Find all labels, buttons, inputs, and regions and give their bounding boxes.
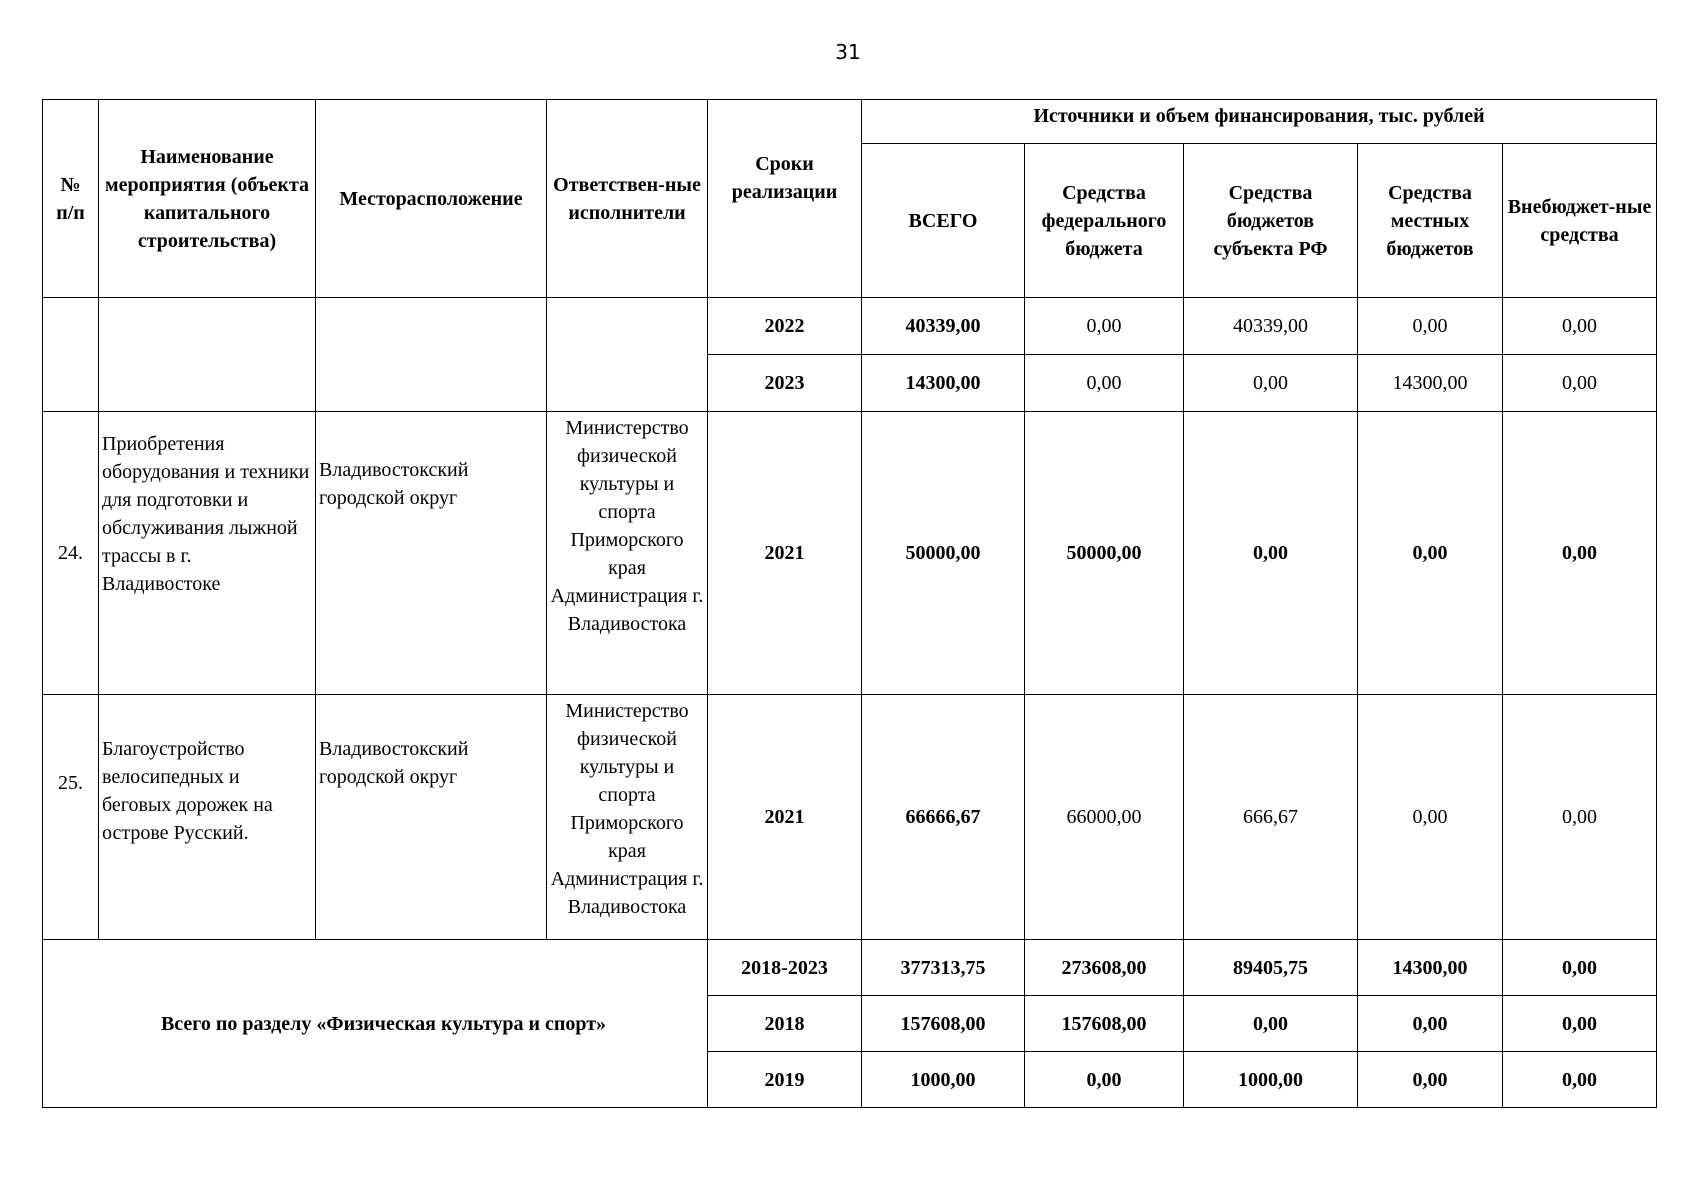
cell-extra: 0,00 (1503, 996, 1657, 1052)
header-total: ВСЕГО (862, 144, 1025, 298)
funding-table (42, 99, 1657, 1108)
cell-regional: 40339,00 (1184, 298, 1358, 355)
cell-extra: 0,00 (1503, 298, 1657, 355)
cell-year: 2022 (708, 298, 862, 355)
cell-total: 1000,00 (862, 1052, 1025, 1108)
table-row (43, 412, 1657, 695)
cell-federal: 0,00 (1025, 355, 1184, 412)
cell-federal: 66000,00 (1025, 695, 1184, 940)
section-total-label: Всего по разделу «Физическая культура и спорт» (43, 940, 708, 1108)
cell-year: 2023 (708, 355, 862, 412)
cell-federal: 0,00 (1025, 298, 1184, 355)
cell-local: 0,00 (1358, 996, 1503, 1052)
cell-regional: 0,00 (1184, 355, 1358, 412)
table-row (43, 298, 1657, 355)
cell-year: 2018-2023 (708, 940, 862, 996)
cell-local: 0,00 (1358, 298, 1503, 355)
header-location: Месторасположение (316, 100, 547, 298)
cell-total: 377313,75 (862, 940, 1025, 996)
cell-regional: 0,00 (1184, 412, 1358, 695)
cell-regional: 89405,75 (1184, 940, 1358, 996)
cell-local: 14300,00 (1358, 940, 1503, 996)
cell-total: 50000,00 (862, 412, 1025, 695)
header-funding-group: Источники и объем финансирования, тыс. рублей (862, 100, 1657, 144)
header-local: Средства местных бюджетов (1358, 144, 1503, 298)
header-extra: Внебюджет-ные средства (1503, 144, 1657, 298)
cell-total: 14300,00 (862, 355, 1025, 412)
cell-year: 2021 (708, 695, 862, 940)
cell-extra: 0,00 (1503, 695, 1657, 940)
cell-year: 2021 (708, 412, 862, 695)
cell-name: Благоустройство велосипедных и беговых дорожек на острове Русский. (99, 695, 316, 940)
cell-name (99, 298, 316, 412)
cell-location: Владивостокский городской округ (316, 695, 547, 940)
cell-responsible: Министерство физической культуры и спорта Приморского края Администрация г. Владивостока (547, 412, 708, 695)
header-num: № п/п (43, 100, 99, 298)
page-number: 31 (835, 40, 861, 64)
cell-responsible (547, 298, 708, 412)
cell-extra: 0,00 (1503, 940, 1657, 996)
cell-responsible: Министерство физической культуры и спорта Приморского края Администрация г. Владивостока (547, 695, 708, 940)
cell-regional: 0,00 (1184, 996, 1358, 1052)
cell-year: 2019 (708, 1052, 862, 1108)
cell-local: 14300,00 (1358, 355, 1503, 412)
cell-local: 0,00 (1358, 412, 1503, 695)
cell-federal: 0,00 (1025, 1052, 1184, 1108)
cell-regional: 666,67 (1184, 695, 1358, 940)
cell-location: Владивостокский городской округ (316, 412, 547, 695)
header-responsible: Ответствен-ные исполнители (547, 100, 708, 298)
cell-num (43, 298, 99, 412)
cell-num: 24. (43, 412, 99, 695)
cell-total: 40339,00 (862, 298, 1025, 355)
cell-extra: 0,00 (1503, 355, 1657, 412)
cell-federal: 157608,00 (1025, 996, 1184, 1052)
cell-local: 0,00 (1358, 1052, 1503, 1108)
cell-federal: 273608,00 (1025, 940, 1184, 996)
header-regional: Средства бюджетов субъекта РФ (1184, 144, 1358, 298)
table-row (43, 940, 1657, 996)
cell-extra: 0,00 (1503, 412, 1657, 695)
cell-federal: 50000,00 (1025, 412, 1184, 695)
cell-extra: 0,00 (1503, 1052, 1657, 1108)
cell-name: Приобретения оборудования и техники для подготовки и обслуживания лыжной трассы в г. Владивостоке (99, 412, 316, 695)
cell-year: 2018 (708, 996, 862, 1052)
cell-total: 66666,67 (862, 695, 1025, 940)
cell-num: 25. (43, 695, 99, 940)
header-name: Наименование мероприятия (объекта капитального строительства) (99, 100, 316, 298)
table-row (43, 695, 1657, 940)
header-period: Сроки реализации (708, 100, 862, 298)
cell-total: 157608,00 (862, 996, 1025, 1052)
header-federal: Средства федерального бюджета (1025, 144, 1184, 298)
cell-local: 0,00 (1358, 695, 1503, 940)
cell-regional: 1000,00 (1184, 1052, 1358, 1108)
cell-location (316, 298, 547, 412)
